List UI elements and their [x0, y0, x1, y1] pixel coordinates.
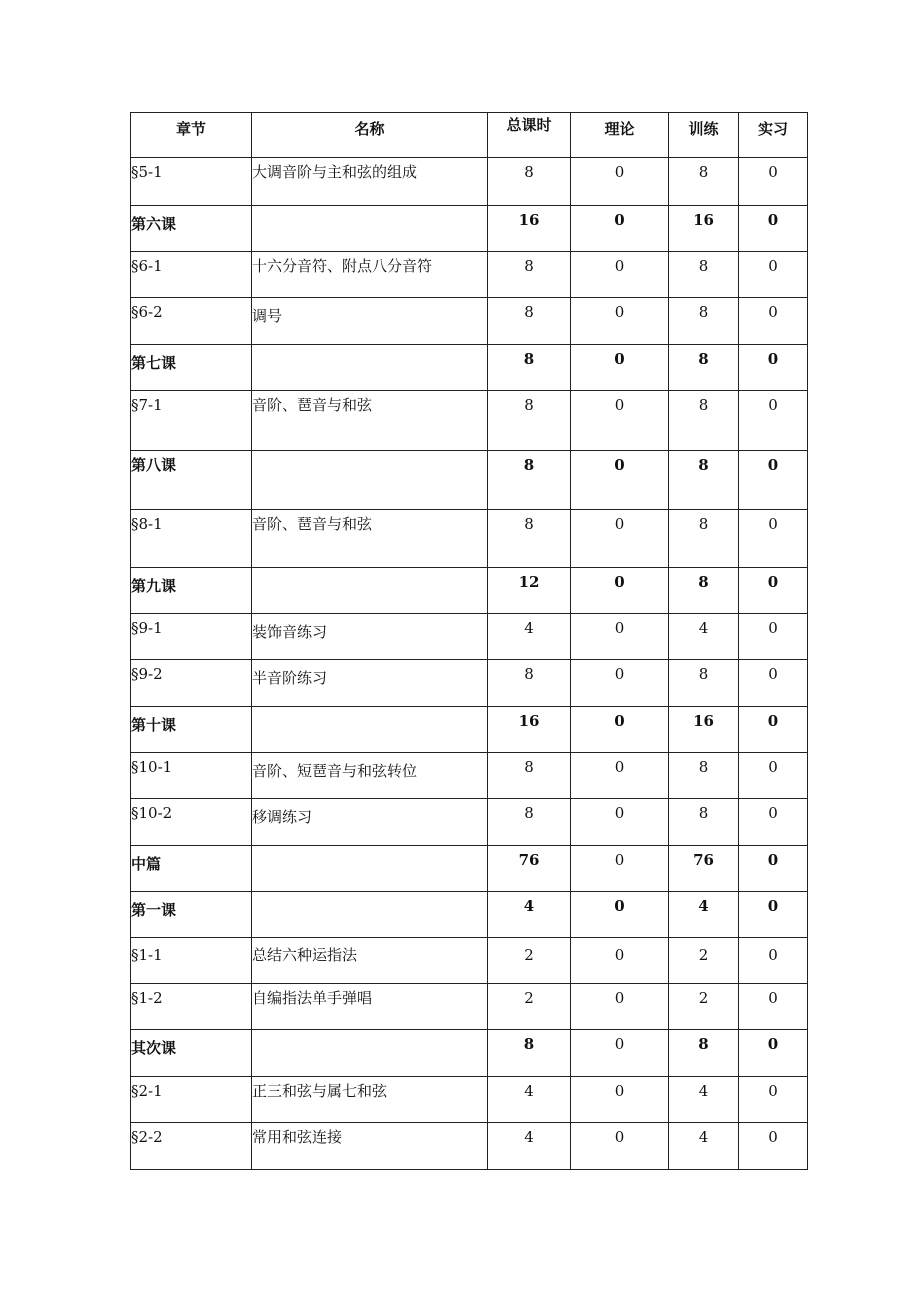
cell-practice: 0 — [739, 345, 808, 391]
cell-name: 正三和弦与属七和弦 — [252, 1077, 488, 1123]
cell-chapter: §5-1 — [131, 158, 252, 206]
cell-training: 16 — [669, 707, 739, 753]
cell-chapter: §1-1 — [131, 938, 252, 984]
header-training: 训练 — [669, 113, 739, 158]
cell-training: 16 — [669, 206, 739, 252]
cell-total: 2 — [488, 938, 571, 984]
header-total-hours: 总课时 — [488, 113, 571, 158]
cell-name — [252, 206, 488, 252]
table-row — [131, 345, 808, 391]
cell-training: 8 — [669, 345, 739, 391]
cell-total: 8 — [488, 660, 571, 707]
table-row — [131, 799, 808, 846]
cell-name: 自编指法单手弹唱 — [252, 984, 488, 1030]
cell-practice: 0 — [739, 614, 808, 660]
table-row — [131, 892, 808, 938]
cell-training: 8 — [669, 660, 739, 707]
cell-total: 8 — [488, 391, 571, 451]
table-row — [131, 298, 808, 345]
cell-name: 音阶、琶音与和弦 — [252, 391, 488, 451]
cell-name — [252, 345, 488, 391]
cell-chapter: §2-1 — [131, 1077, 252, 1123]
cell-training: 8 — [669, 298, 739, 345]
cell-practice: 0 — [739, 753, 808, 799]
cell-theory: 0 — [571, 206, 669, 252]
header-name: 名称 — [252, 113, 488, 158]
cell-theory: 0 — [571, 1123, 669, 1170]
cell-practice: 0 — [739, 938, 808, 984]
cell-theory: 0 — [571, 252, 669, 298]
cell-practice: 0 — [739, 510, 808, 568]
cell-training: 8 — [669, 451, 739, 510]
cell-training: 76 — [669, 846, 739, 892]
cell-theory: 0 — [571, 846, 669, 892]
cell-chapter: 中篇 — [131, 846, 252, 892]
cell-theory: 0 — [571, 707, 669, 753]
table-row — [131, 753, 808, 799]
cell-total: 8 — [488, 510, 571, 568]
header-chapter: 章节 — [131, 113, 252, 158]
cell-practice: 0 — [739, 1077, 808, 1123]
table-row — [131, 391, 808, 451]
cell-chapter: §2-2 — [131, 1123, 252, 1170]
table-row — [131, 984, 808, 1030]
cell-theory: 0 — [571, 298, 669, 345]
table-row — [131, 707, 808, 753]
cell-training: 4 — [669, 1123, 739, 1170]
cell-name: 总结六种运指法 — [252, 938, 488, 984]
cell-name: 半音阶练习 — [252, 660, 488, 707]
table-row — [131, 451, 808, 510]
cell-name — [252, 846, 488, 892]
table-row — [131, 1077, 808, 1123]
cell-practice: 0 — [739, 1123, 808, 1170]
course-schedule-table — [130, 112, 808, 1170]
cell-training: 8 — [669, 391, 739, 451]
cell-theory: 0 — [571, 451, 669, 510]
cell-theory: 0 — [571, 345, 669, 391]
cell-chapter: §6-2 — [131, 298, 252, 345]
cell-total: 4 — [488, 892, 571, 938]
cell-practice: 0 — [739, 892, 808, 938]
cell-chapter: §9-1 — [131, 614, 252, 660]
cell-name — [252, 1030, 488, 1077]
cell-training: 2 — [669, 938, 739, 984]
cell-chapter: §6-1 — [131, 252, 252, 298]
table-row — [131, 846, 808, 892]
header-practice: 实习 — [739, 113, 808, 158]
header-row — [131, 113, 808, 158]
cell-total: 16 — [488, 707, 571, 753]
cell-chapter: §9-2 — [131, 660, 252, 707]
cell-chapter: 第一课 — [131, 892, 252, 938]
cell-name: 音阶、短琶音与和弦转位 — [252, 753, 488, 799]
cell-theory: 0 — [571, 614, 669, 660]
cell-practice: 0 — [739, 799, 808, 846]
cell-practice: 0 — [739, 298, 808, 345]
cell-total: 8 — [488, 753, 571, 799]
cell-training: 8 — [669, 1030, 739, 1077]
cell-training: 8 — [669, 568, 739, 614]
cell-theory: 0 — [571, 1077, 669, 1123]
cell-training: 4 — [669, 1077, 739, 1123]
cell-practice: 0 — [739, 158, 808, 206]
cell-total: 76 — [488, 846, 571, 892]
cell-total: 2 — [488, 984, 571, 1030]
table-row — [131, 938, 808, 984]
cell-theory: 0 — [571, 391, 669, 451]
cell-name: 大调音阶与主和弦的组成 — [252, 158, 488, 206]
cell-practice: 0 — [739, 206, 808, 252]
cell-chapter: 第七课 — [131, 345, 252, 391]
cell-chapter: 其次课 — [131, 1030, 252, 1077]
cell-practice: 0 — [739, 660, 808, 707]
table-row — [131, 660, 808, 707]
cell-theory: 0 — [571, 568, 669, 614]
table-row — [131, 252, 808, 298]
cell-name — [252, 451, 488, 510]
cell-theory: 0 — [571, 510, 669, 568]
cell-total: 8 — [488, 158, 571, 206]
cell-name: 十六分音符、附点八分音符 — [252, 252, 488, 298]
cell-practice: 0 — [739, 707, 808, 753]
cell-name — [252, 892, 488, 938]
cell-chapter: 第九课 — [131, 568, 252, 614]
cell-training: 2 — [669, 984, 739, 1030]
cell-chapter: §10-2 — [131, 799, 252, 846]
table-row — [131, 510, 808, 568]
cell-total: 12 — [488, 568, 571, 614]
cell-chapter: §7-1 — [131, 391, 252, 451]
table-row — [131, 206, 808, 252]
cell-training: 8 — [669, 252, 739, 298]
cell-practice: 0 — [739, 984, 808, 1030]
cell-total: 8 — [488, 451, 571, 510]
cell-name — [252, 568, 488, 614]
cell-total: 8 — [488, 799, 571, 846]
cell-total: 8 — [488, 1030, 571, 1077]
cell-practice: 0 — [739, 568, 808, 614]
cell-theory: 0 — [571, 938, 669, 984]
cell-training: 4 — [669, 892, 739, 938]
table-row — [131, 1123, 808, 1170]
cell-total: 4 — [488, 1123, 571, 1170]
cell-theory: 0 — [571, 158, 669, 206]
cell-theory: 0 — [571, 1030, 669, 1077]
cell-name: 调号 — [252, 298, 488, 345]
cell-chapter: 第八课 — [131, 451, 252, 510]
cell-training: 8 — [669, 158, 739, 206]
cell-theory: 0 — [571, 984, 669, 1030]
cell-name: 移调练习 — [252, 799, 488, 846]
cell-theory: 0 — [571, 892, 669, 938]
cell-training: 8 — [669, 753, 739, 799]
cell-chapter: 第十课 — [131, 707, 252, 753]
cell-total: 8 — [488, 252, 571, 298]
cell-training: 8 — [669, 799, 739, 846]
cell-training: 4 — [669, 614, 739, 660]
table-row — [131, 568, 808, 614]
cell-name: 常用和弦连接 — [252, 1123, 488, 1170]
table-row — [131, 158, 808, 206]
cell-theory: 0 — [571, 799, 669, 846]
cell-total: 8 — [488, 298, 571, 345]
cell-practice: 0 — [739, 451, 808, 510]
table-row — [131, 614, 808, 660]
cell-theory: 0 — [571, 753, 669, 799]
cell-total: 16 — [488, 206, 571, 252]
cell-practice: 0 — [739, 846, 808, 892]
cell-total: 4 — [488, 614, 571, 660]
cell-chapter: §1-2 — [131, 984, 252, 1030]
cell-practice: 0 — [739, 252, 808, 298]
cell-practice: 0 — [739, 391, 808, 451]
cell-training: 8 — [669, 510, 739, 568]
cell-theory: 0 — [571, 660, 669, 707]
cell-practice: 0 — [739, 1030, 808, 1077]
cell-name — [252, 707, 488, 753]
cell-chapter: §10-1 — [131, 753, 252, 799]
cell-total: 4 — [488, 1077, 571, 1123]
cell-total: 8 — [488, 345, 571, 391]
cell-chapter: 第六课 — [131, 206, 252, 252]
cell-name: 音阶、琶音与和弦 — [252, 510, 488, 568]
cell-chapter: §8-1 — [131, 510, 252, 568]
cell-name: 装饰音练习 — [252, 614, 488, 660]
table-row — [131, 1030, 808, 1077]
header-theory: 理论 — [571, 113, 669, 158]
